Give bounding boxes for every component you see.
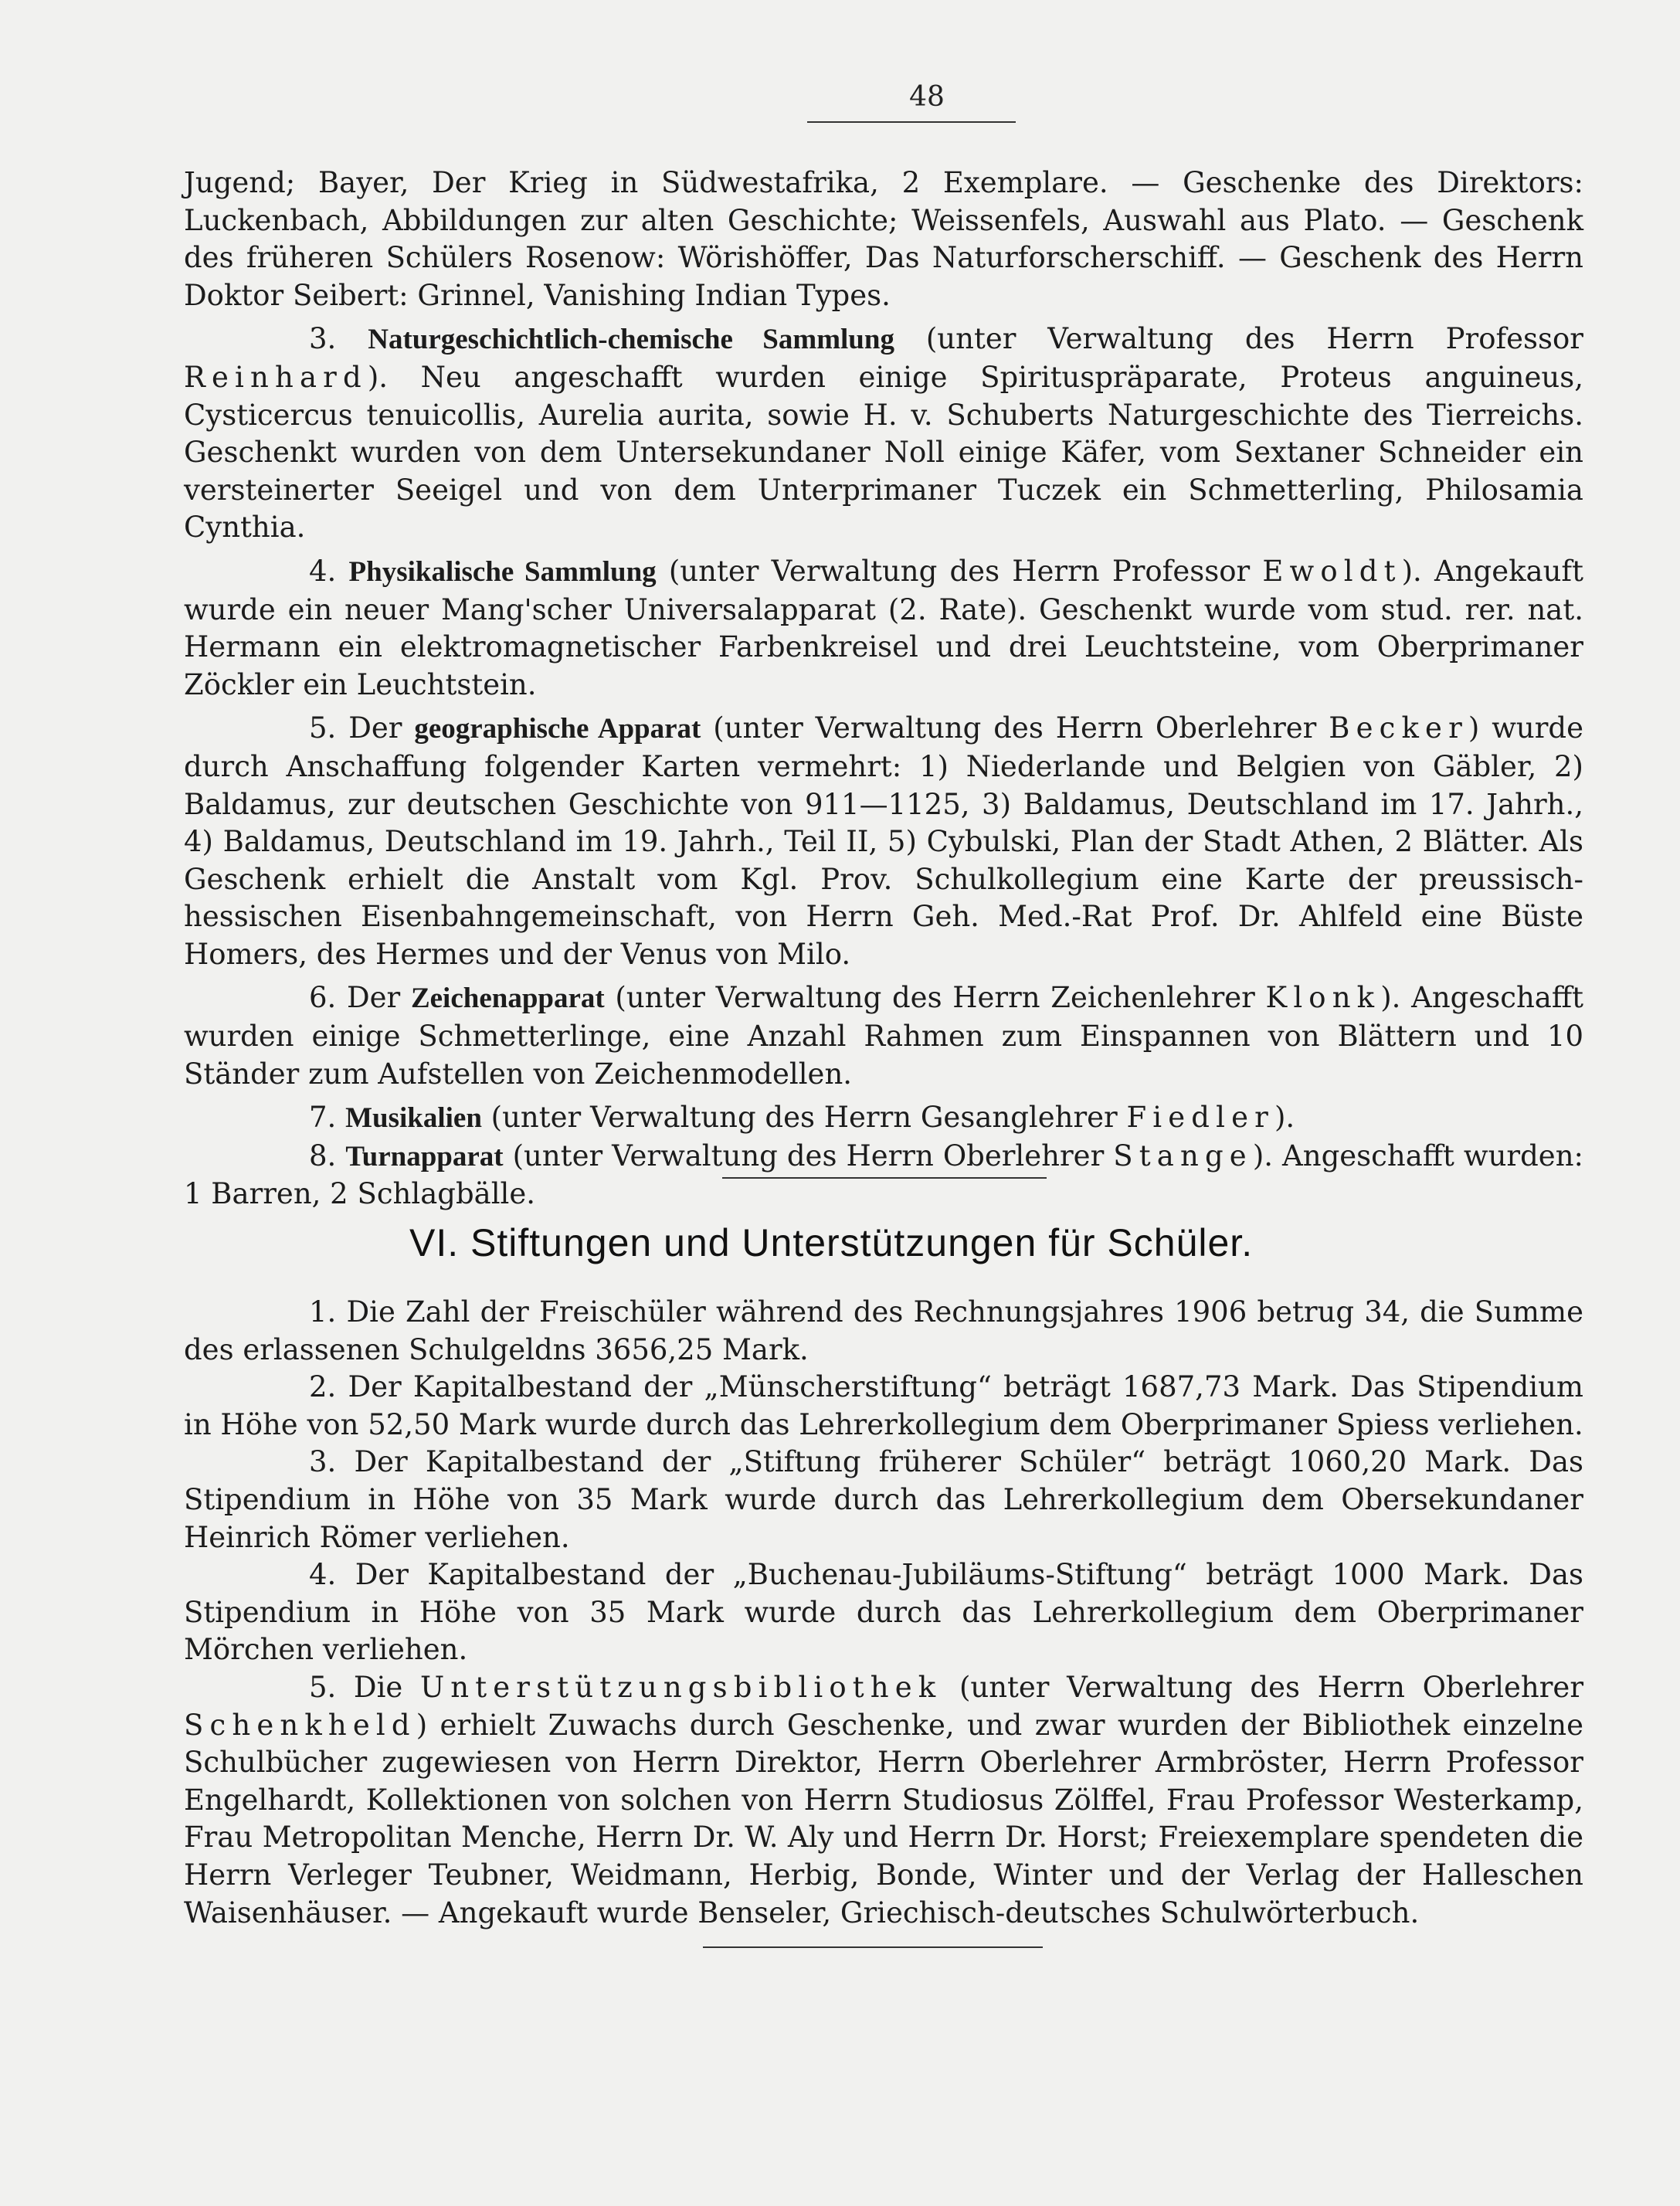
section-divider	[722, 1177, 1047, 1179]
item-number: 5.	[309, 711, 337, 745]
paragraph-7	[184, 1099, 1583, 1138]
item-title: Unterstützungsbibliothek	[419, 1670, 942, 1704]
item-text: (unter Verwaltung des Herrn Oberlehrer	[503, 1139, 1114, 1173]
section-heading: VI. Stiftungen und Unterstützungen für Schüler.	[409, 1221, 1254, 1264]
item-title: Naturgeschichtlich-chemische Sammlung	[368, 324, 894, 356]
paragraph-4	[184, 553, 1583, 704]
scholarship-item-4: 4. Der Kapitalbestand der „Buchenau-Jubiläums-Stiftung“ beträgt 1000 Mark. Das Stipendium in Höhe von 35 Mark wurde durch das Lehrerkollegium dem Oberprimaner Mörchen verliehen.	[184, 1558, 1583, 1667]
item-text: ). Neu angeschafft wurden einige Spirituspräparate, Proteus anguineus, Cysticercus tenuicollis, Aurelia aurita, sowie H. v. Schuberts Naturgeschichte des Tierreichs. Geschenkt wurden von dem Untersekundaner Noll einige Käfer, vom Sextaner Schneider ein versteinerter Seeigel und von dem Unterprimaner Tuczek ein Schmetterling, Philosamia Cynthia.	[184, 360, 1583, 545]
person-name: Schenkheld	[184, 1708, 416, 1742]
collections-text	[184, 165, 1583, 1213]
item-title: Turnapparat	[345, 1140, 504, 1173]
person-name: Fiedler	[1126, 1101, 1274, 1135]
end-rule	[703, 1946, 1043, 1948]
item-number: 8.	[309, 1139, 337, 1173]
header-rule	[807, 121, 1016, 123]
item-text: (unter Verwaltung des Herrn Professor	[656, 554, 1263, 588]
item-text: Der	[336, 711, 415, 745]
item-title: Musikalien	[345, 1102, 482, 1135]
item-text: (unter Verwaltung des Herrn Oberlehrer	[701, 711, 1329, 745]
person-name: Stange	[1113, 1139, 1253, 1173]
item-number: 7.	[309, 1101, 337, 1135]
item-text: ) erhielt Zuwachs durch Geschenke, und zwar wurden der Bibliothek einzelne Schulbücher zugewiesen von Herrn Direktor, Herrn Oberlehrer Armbröster, Herrn Professor Engelhardt, Kollektionen von solchen von Herrn Studiosus Zölffel, Frau Professor Westerkamp, Frau Metropolitan Menche, Herrn Dr. W. Aly und Herrn Dr. Horst; Freiexemplare spendeten die Herrn Verleger Teubner, Weidmann, Herbig, Bonde, Winter und der Verlag der Halleschen Waisenhäuser. — Angekauft wurde Benseler, Griechisch-deutsches Schulwörterbuch.	[184, 1708, 1583, 1929]
paragraph-continuation: Jugend; Bayer, Der Krieg in Südwestafrika, 2 Exemplare. — Geschenke des Direktors: Luckenbach, Abbildungen zur alten Geschichte; Weissenfels, Auswahl aus Plato. — Geschenk des früheren Schülers Rosenow: Wörishöffer, Das Naturforscherschiff. — Geschenk des Herrn Doktor Seibert: Grinnel, Vanishing Indian Types.	[184, 166, 1583, 312]
item-number: 6.	[309, 981, 337, 1015]
item-text: (unter Verwaltung des Herrn Professor	[894, 322, 1583, 356]
scholarship-item-3: 3. Der Kapitalbestand der „Stiftung früherer Schüler“ beträgt 1060,20 Mark. Das Stipendium in Höhe von 35 Mark wurde durch das Lehrerkollegium dem Obersekundaner Heinrich Römer verliehen.	[184, 1445, 1583, 1554]
person-name: Reinhard	[184, 360, 368, 394]
item-text: ). Angekauft wurde ein neuer Mang'scher Universalapparat (2. Rate). Geschenkt wurde vom stud. rer. nat. Hermann ein elektromagnetischer Farbenkreisel und drei Leuchtsteine, vom Oberprimaner Zöckler ein Leuchtstein.	[184, 554, 1583, 701]
item-title: Zeichenapparat	[410, 983, 605, 1015]
page-number: 48	[909, 81, 945, 113]
item-number: 5.	[309, 1670, 337, 1704]
paragraph-5	[184, 710, 1583, 973]
item-text: (unter Verwaltung des Herrn Gesanglehrer	[481, 1101, 1127, 1135]
item-text: ) wurde durch Anschaffung folgender Karten vermehrt: 1) Niederlande und Belgien von Gäbler, 2) Baldamus, zur deutschen Geschichte von 911—1125, 3) Baldamus, Deutschland im 17. Jahrh., 4) Baldamus, Deutschland im 19. Jahrh., Teil II, 5) Cybulski, Plan der Stadt Athen, 2 Blätter. Als Geschenk erhielt die Anstalt vom Kgl. Prov. Schulkollegium eine Karte der preussisch-hessischen Eisenbahngemeinschaft, von Herrn Geh. Med.-Rat Prof. Dr. Ahlfeld eine Büste Homers, des Hermes und der Venus von Milo.	[184, 711, 1583, 971]
scholarships-text	[184, 1294, 1583, 1932]
item-text: Der	[336, 981, 411, 1015]
item-text: Die	[336, 1670, 420, 1704]
item-number: 3.	[309, 322, 337, 356]
item-title: geographische Apparat	[414, 713, 701, 745]
item-text: ). Angeschafft wurden einige Schmetterlinge, eine Anzahl Rahmen zum Einspannen von Blättern und 10 Ständer zum Aufstellen von Zeichenmodellen.	[184, 981, 1583, 1091]
item-text: (unter Verwaltung des Herrn Zeichenlehrer	[604, 981, 1266, 1015]
scholarship-item-2: 2. Der Kapitalbestand der „Münscherstiftung“ beträgt 1687,73 Mark. Das Stipendium in Höhe von 52,50 Mark wurde durch das Lehrerkollegium dem Oberprimaner Spiess verliehen.	[184, 1370, 1583, 1441]
item-text: (unter Verwaltung des Herrn Oberlehrer	[942, 1670, 1584, 1704]
paragraph-8	[184, 1138, 1583, 1213]
scholarship-item-5	[184, 1669, 1583, 1932]
paragraph-6	[184, 979, 1583, 1093]
item-number: 4.	[309, 554, 337, 588]
person-name: Becker	[1329, 711, 1468, 745]
person-name: Klonk	[1265, 981, 1381, 1015]
item-title: Physikalische Sammlung	[348, 555, 657, 588]
person-name: Ewoldt	[1262, 554, 1402, 588]
scholarship-item-1: 1. Die Zahl der Freischüler während des Rechnungsjahres 1906 betrug 34, die Summe des erlassenen Schulgeldns 3656,25 Mark.	[184, 1295, 1583, 1366]
paragraph-3	[184, 321, 1583, 547]
item-text: ). Angeschafft wurden: 1 Barren, 2 Schlagbälle.	[184, 1139, 1583, 1211]
item-text: ).	[1274, 1101, 1295, 1135]
